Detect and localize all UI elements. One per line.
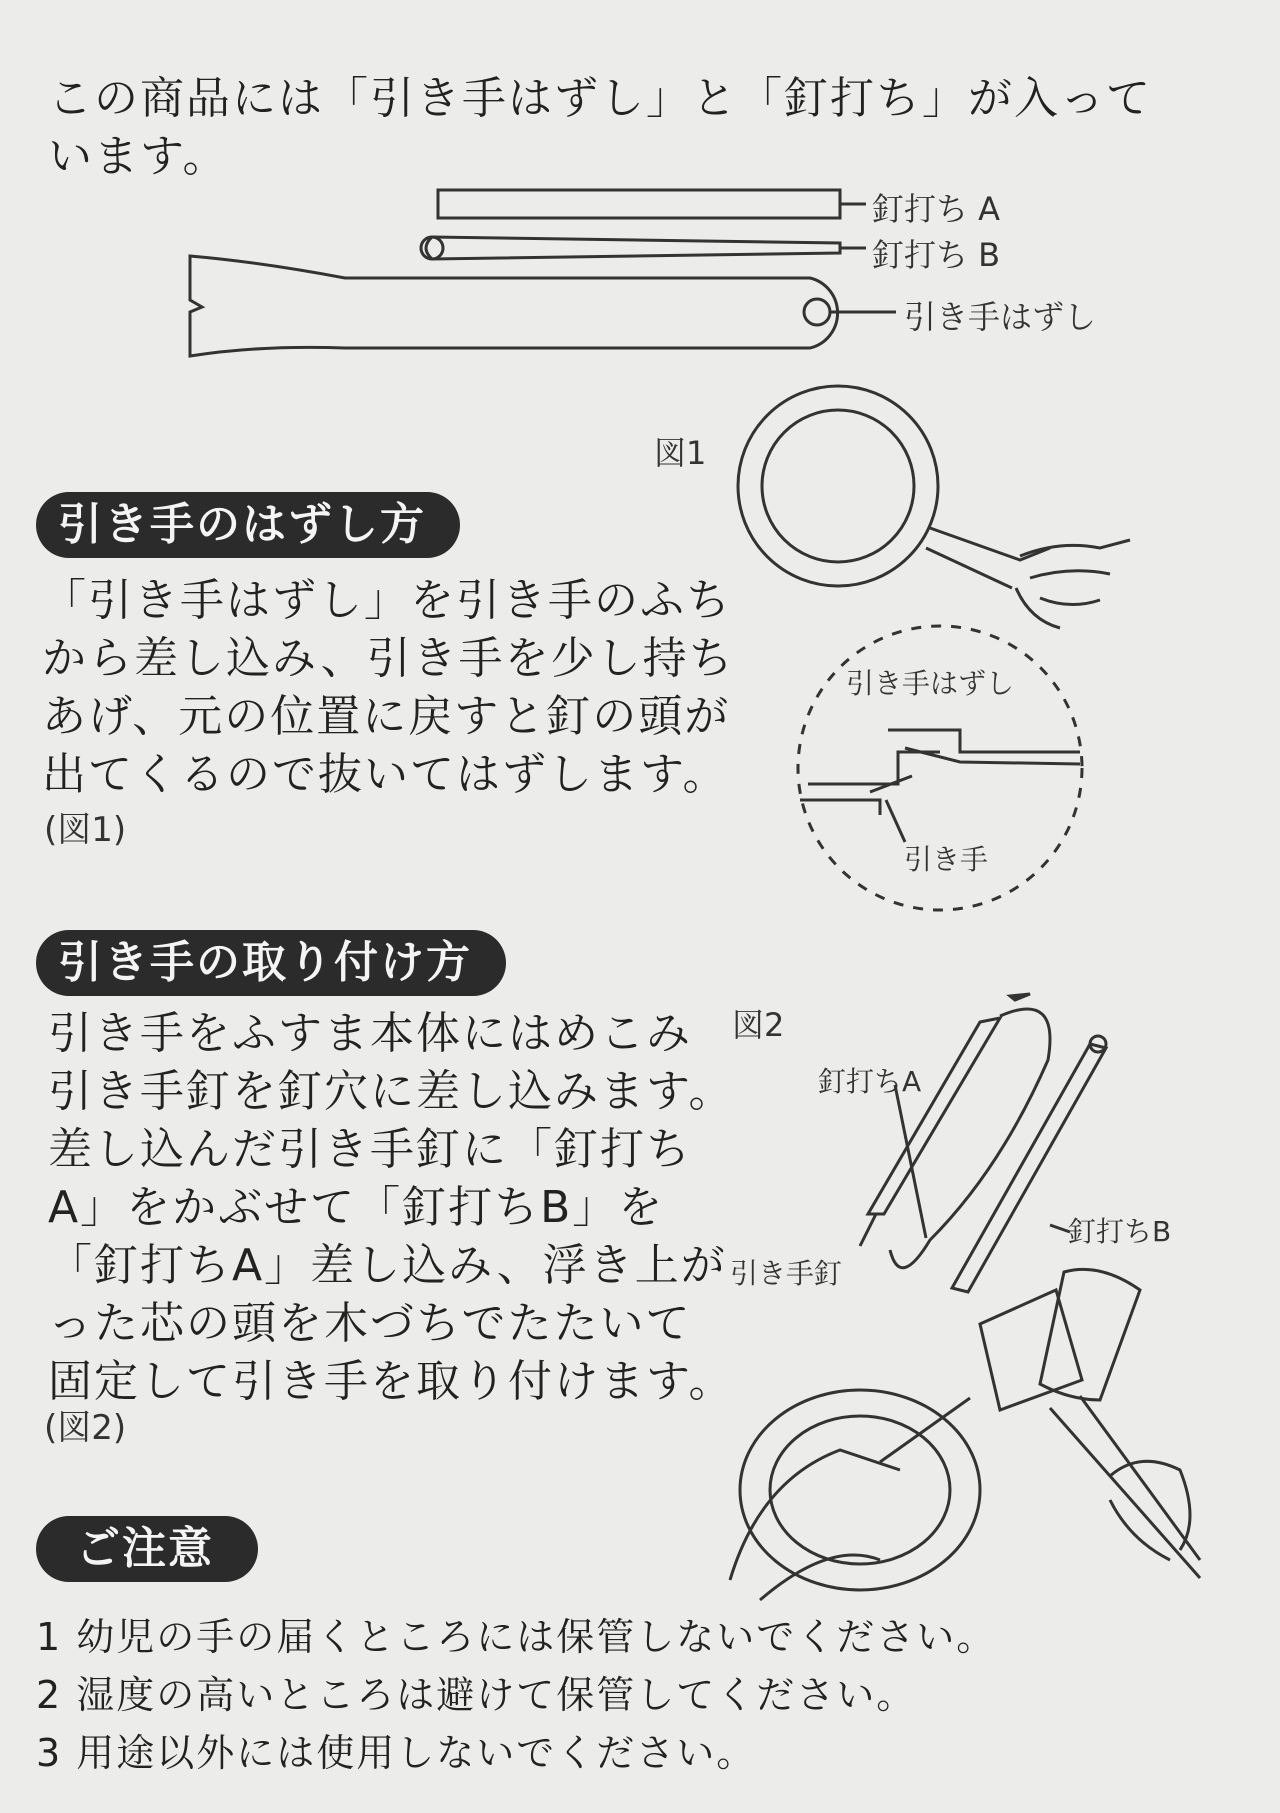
- figure-2-label-nail-punch-a: 釘打ちA: [818, 1065, 922, 1098]
- intro-line-1: この商品には「引き手はずし」と「釘打ち」が入って: [48, 73, 1152, 124]
- installation-line: った芯の頭を木づちでたたいて: [48, 1298, 692, 1349]
- removal-line: から差し込み、引き手を少し持ち: [42, 633, 735, 684]
- figure-2-label-handle-nail: 引き手釘: [730, 1257, 843, 1290]
- figure-2-title: 図2: [732, 1006, 785, 1044]
- figure-1-label-handle: 引き手: [904, 843, 989, 876]
- removal-line: 「引き手はずし」を引き手のふち: [42, 575, 732, 626]
- installation-line: 引き手釘を釘穴に差し込みます。: [48, 1066, 735, 1117]
- heading-removal: 引き手のはずし方: [36, 492, 460, 558]
- caution-list: [36, 1608, 996, 1782]
- removal-line: あげ、元の位置に戻すと釘の頭が: [42, 691, 731, 742]
- installation-line: 「釘打ちA」差し込み、浮き上が: [48, 1240, 727, 1291]
- removal-figure-ref: (図1): [44, 810, 127, 850]
- removal-line: 出てくるので抜いてはずします。: [42, 749, 729, 800]
- installation-figure-ref: (図2): [44, 1408, 127, 1448]
- installation-line: 差し込んだ引き手釘に「釘打ち: [48, 1124, 692, 1175]
- installation-line: 固定して引き手を取り付けます。: [48, 1356, 735, 1407]
- intro-line-2: います。: [48, 131, 229, 182]
- label-handle-remover: 引き手はずし: [904, 298, 1097, 336]
- installation-line: 引き手をふすま本体にはめこみ: [48, 1008, 692, 1059]
- heading-caution: ご注意: [36, 1516, 258, 1582]
- caution-item: 2 湿度の高いところは避けて保管してください。: [36, 1673, 917, 1717]
- figure-2-label-nail-punch-b: 釘打ちB: [1068, 1215, 1172, 1248]
- caution-item: 3 用途以外には使用しないでください。: [36, 1731, 757, 1775]
- heading-installation: 引き手の取り付け方: [36, 930, 506, 996]
- caution-item: 1 幼児の手の届くところには保管しないでください。: [36, 1615, 997, 1659]
- installation-line: A」をかぶせて「釘打ちB」を: [48, 1182, 665, 1233]
- figure-1-label-remover: 引き手はずし: [846, 667, 1015, 700]
- figure-1-title: 図1: [654, 434, 707, 472]
- label-nail-punch-a: 釘打ち A: [872, 190, 1001, 228]
- label-nail-punch-b: 釘打ち B: [872, 236, 1001, 274]
